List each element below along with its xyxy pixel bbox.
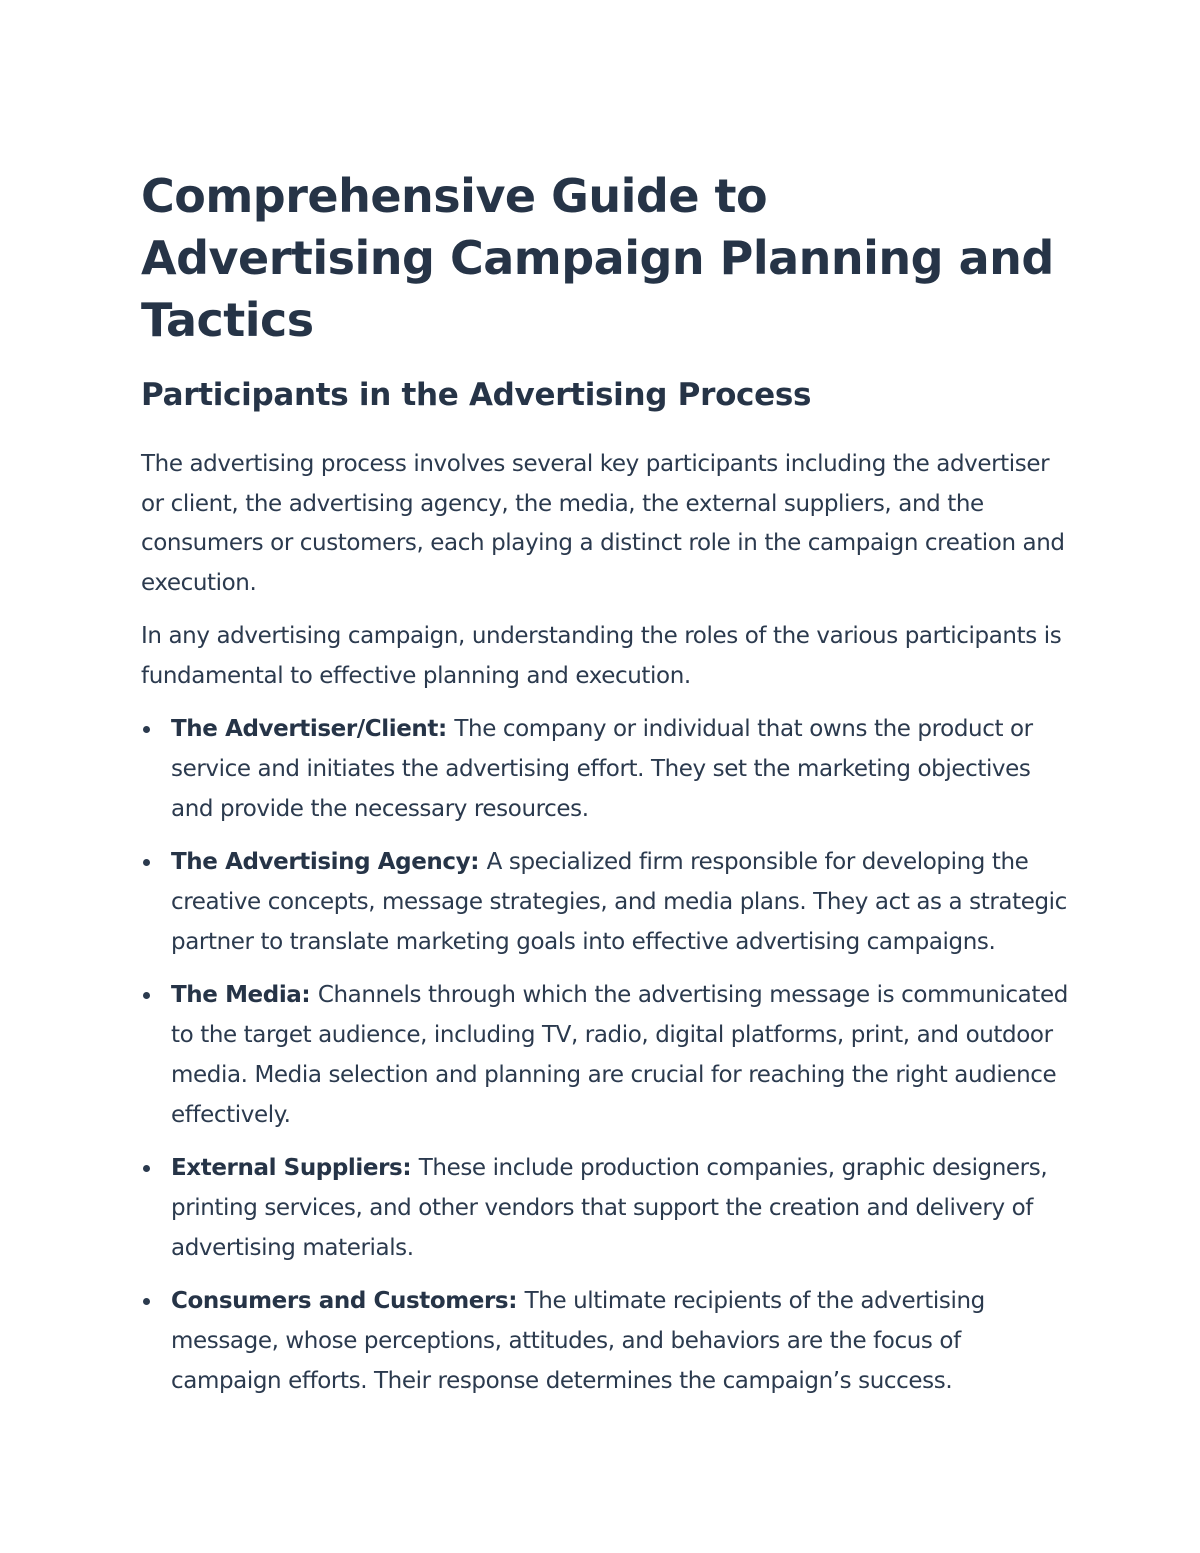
list-item	[141, 709, 1071, 829]
list-item-description: Channels through which the advertising message is communicated to the target audience, including TV, radio, digital platforms, print, and outdoor media. Media selection and planning are crucial for reaching the right audience effectively.	[171, 982, 1068, 1128]
bullet-icon	[143, 1165, 150, 1172]
bullet-icon	[143, 859, 150, 866]
list-item-description: A specialized firm responsible for developing the creative concepts, message strategies, and media plans. They act as a strategic partner to translate marketing goals into effective advertising campaigns.	[171, 849, 1067, 955]
list-item-term: Consumers and Customers:	[171, 1288, 525, 1314]
list-item-description: The company or individual that owns the product or service and initiates the advertising effort. They set the marketing objectives and provide the necessary resources.	[171, 716, 1033, 822]
bullet-icon	[143, 726, 150, 733]
bullet-icon	[143, 1298, 150, 1305]
list-item-term: The Advertising Agency:	[171, 849, 487, 875]
context-paragraph: In any advertising campaign, understanding the roles of the various participants is fundamental to effective planning and execution.	[141, 623, 1062, 689]
participants-list	[141, 709, 1071, 1401]
list-item-term: The Media:	[171, 982, 318, 1008]
list-item-term: External Suppliers:	[171, 1155, 419, 1181]
document-page	[141, 165, 1071, 1414]
list-item-description: The ultimate recipients of the advertising message, whose perceptions, attitudes, and behaviors are the focus of campaign efforts. Their response determines the campaign’s success.	[171, 1288, 985, 1394]
bullet-icon	[143, 992, 150, 999]
section-heading: Participants in the Advertising Process	[141, 377, 812, 413]
list-item	[141, 975, 1071, 1135]
intro-paragraph: The advertising process involves several key participants including the advertiser or client, the advertising agency, the media, the external suppliers, and the consumers or customers, each playing a distinct role in the campaign creation and execution.	[141, 451, 1065, 596]
list-item	[141, 1148, 1071, 1268]
page-title: Comprehensive Guide to Advertising Campaign Planning and Tactics	[141, 169, 1054, 347]
list-item-description: These include production companies, graphic designers, printing services, and other vendors that support the creation and delivery of advertising materials.	[171, 1155, 1048, 1261]
list-item-term: The Advertiser/Client:	[171, 716, 455, 742]
list-item	[141, 842, 1071, 962]
list-item	[141, 1281, 1071, 1401]
